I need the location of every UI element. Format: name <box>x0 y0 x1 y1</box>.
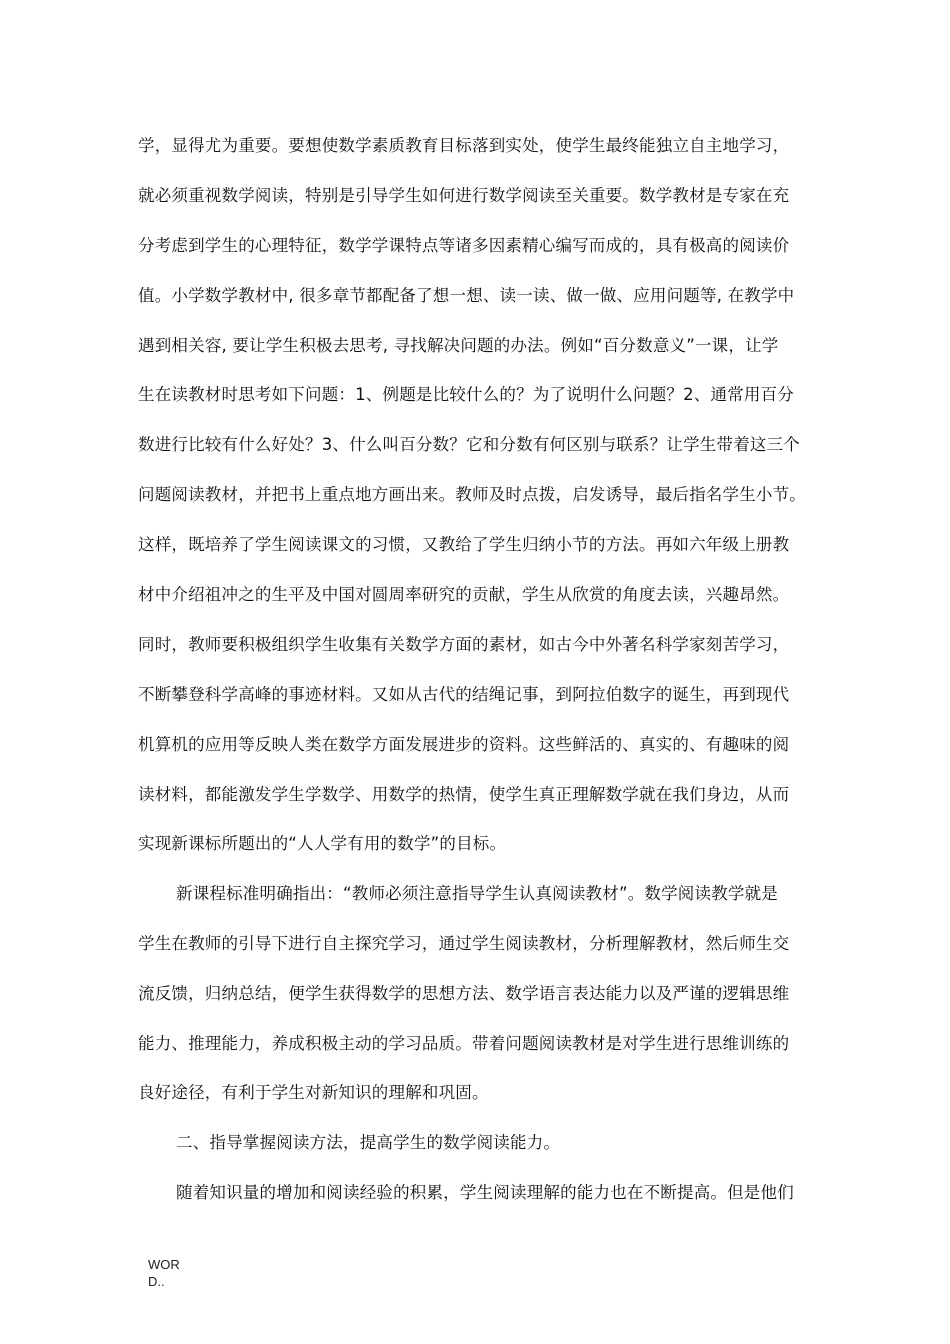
footer-line-2: D.. <box>148 1274 165 1289</box>
paragraph-1-line-14: 读材料，都能激发学生学数学、用数学的热情，使学生真正理解数学就在我们身边，从而 <box>138 785 790 804</box>
paragraph-1-line-7: 数进行比较有什么好处？3、什么叫百分数？它和分数有何区别与联系？让学生带着这三个 <box>138 435 800 454</box>
paragraph-3-line-1: 随着知识量的增加和阅读经验的积累，学生阅读理解的能力也在不断提高。但是他们 <box>176 1183 794 1202</box>
paragraph-2-line-3: 流反馈，归纳总结，便学生获得数学的思想方法、数学语言表达能力以及严谨的逻辑思维 <box>138 984 790 1003</box>
paragraph-1-line-1: 学，显得尤为重要。要想使数学素质教育目标落到实处，使学生最终能独立自主地学习， <box>138 136 790 155</box>
page-footer <box>148 1256 180 1290</box>
paragraph-1-line-15: 实现新课标所题出的“人人学有用的数学”的目标。 <box>138 834 507 853</box>
paragraph-2-line-4: 能力、推理能力，养成积极主动的学习品质。带着问题阅读教材是对学生进行思维训练的 <box>138 1034 790 1053</box>
footer-line-1: WOR <box>148 1257 180 1272</box>
section-heading: 二、指导掌握阅读方法，提高学生的数学阅读能力。 <box>176 1133 561 1152</box>
paragraph-2-line-1: 新课程标准明确指出：“教师必须注意指导学生认真阅读教材”。数学阅读教学就是 <box>176 884 778 903</box>
paragraph-2-line-2: 学生在教师的引导下进行自主探究学习，通过学生阅读教材，分析理解教材，然后师生交 <box>138 934 790 953</box>
paragraph-1-line-4: 值。小学数学教材中, 很多章节都配备了想一想、读一读、做一做、应用问题等, 在教学中 <box>138 286 795 305</box>
paragraph-2-line-5: 良好途径，有利于学生对新知识的理解和巩固。 <box>138 1083 489 1102</box>
paragraph-1-line-9: 这样，既培养了学生阅读课文的习惯，又教给了学生归纳小节的方法。再如六年级上册教 <box>138 535 790 554</box>
paragraph-1-line-8: 问题阅读教材，并把书上重点地方画出来。教师及时点拨，启发诱导，最后指名学生小节。 <box>138 485 806 504</box>
paragraph-1-line-6: 生在读教材时思考如下问题：1、例题是比较什么的？为了说明什么问题？2、通常用百分 <box>138 385 794 404</box>
paragraph-1-line-3: 分考虑到学生的心理特征，数学学课特点等诸多因素精心编写而成的，具有极高的阅读价 <box>138 236 790 255</box>
paragraph-1-line-12: 不断攀登科学高峰的事迹材料。又如从古代的结绳记事，到阿拉伯数字的诞生，再到现代 <box>138 685 790 704</box>
paragraph-1-line-5: 遇到相关容, 要让学生积极去思考, 寻找解决问题的办法。例如“百分数意义”一课，让学 <box>138 336 779 355</box>
paragraph-1-line-13: 机算机的应用等反映人类在数学方面发展进步的资料。这些鲜活的、真实的、有趣味的阅 <box>138 735 790 754</box>
paragraph-1-line-11: 同时，教师要积极组织学生收集有关数学方面的素材，如古今中外著名科学家刻苦学习， <box>138 635 790 654</box>
paragraph-1-line-10: 材中介绍祖冲之的生平及中国对圆周率研究的贡献，学生从欣赏的角度去读，兴趣昂然。 <box>138 585 790 604</box>
paragraph-1-line-2: 就必须重视数学阅读，特别是引导学生如何进行数学阅读至关重要。数学教材是专家在充 <box>138 186 790 205</box>
